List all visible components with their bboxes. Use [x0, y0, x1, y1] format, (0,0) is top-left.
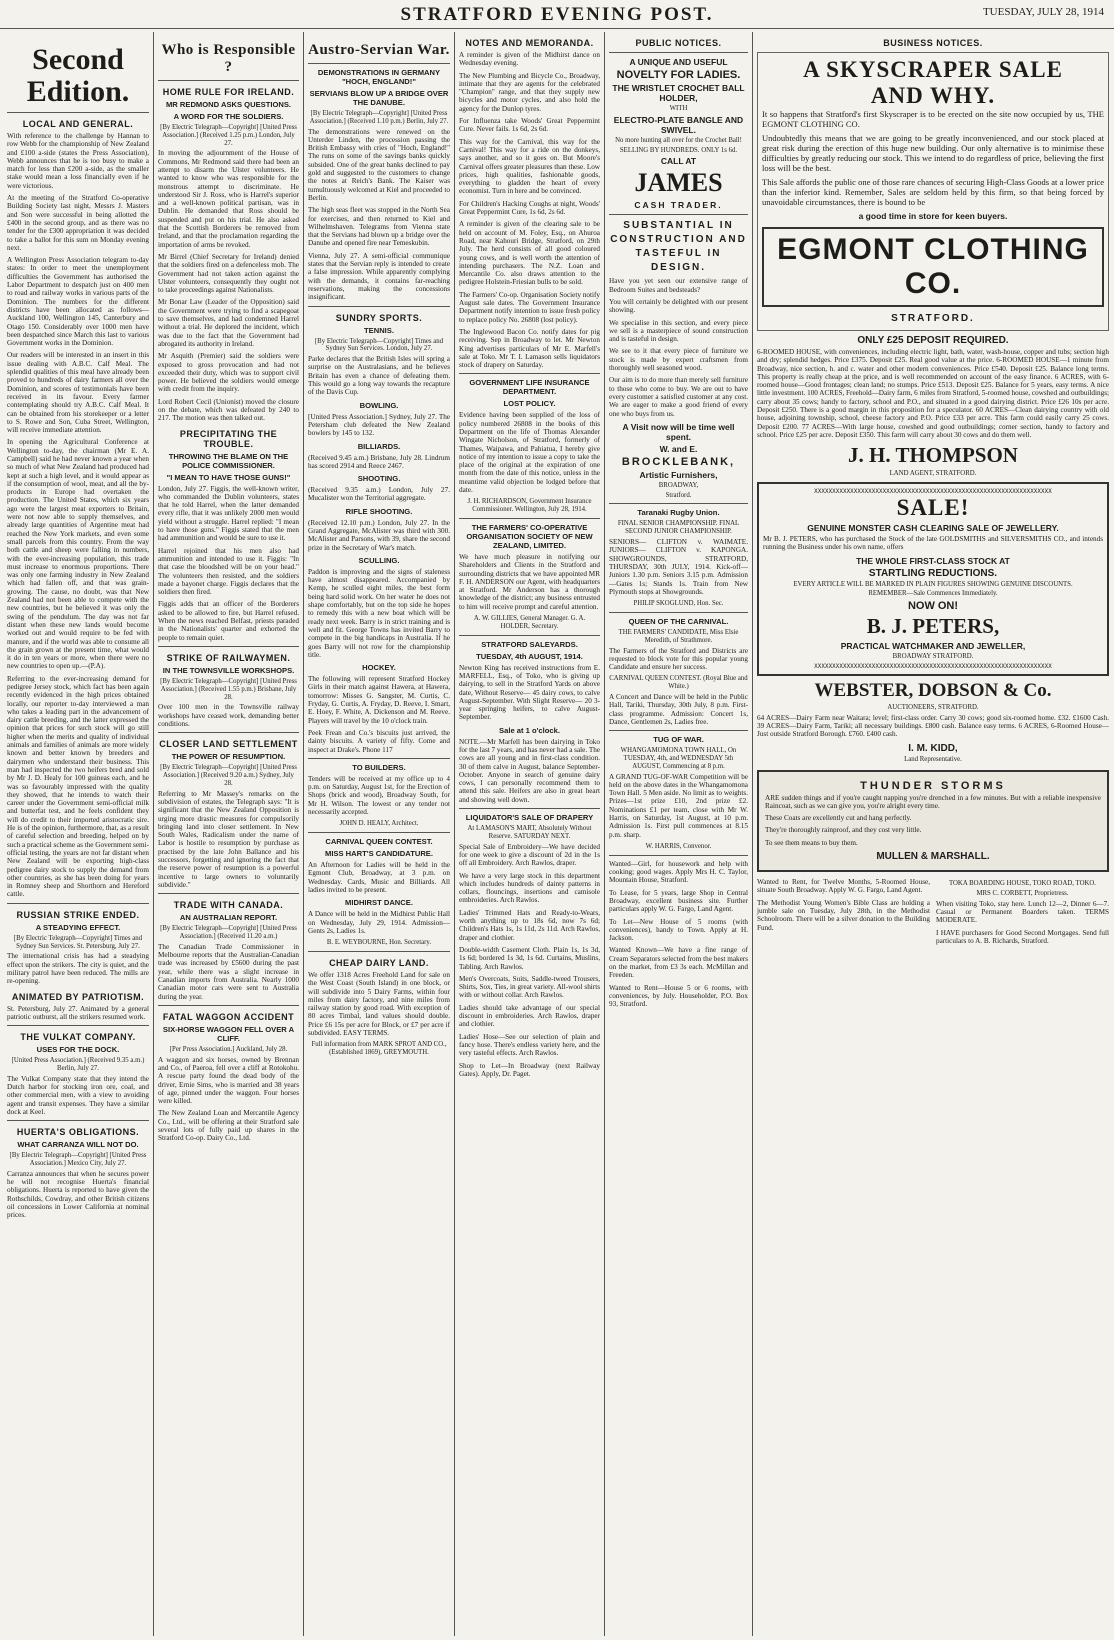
sport-heading: SHOOTING. — [357, 474, 401, 484]
article-heading: HOME RULE FOR IRELAND. — [162, 87, 295, 97]
notice-paragraph: Special Sale of Embroidery—We have decided for one week to give a discount of 2d in the 1s off all Embroidery. Arch Rawlos, draper. — [459, 842, 600, 868]
article-paragraph: In moving the adjournment of the House of Commons, Mr Redmond said there had been an attempt to disarm the Ulster volunteers. He wanted to know who was responsible for the monstrous attempt to discriminate. He understood Sir J. Ross, who is Harrel's superior and a well-known political partisan, was in Dublin. He demanded that Ross should be suspended and put on his trial. He also asked that the Scottish Borderers be removed from Ireland, and that the proclamation regarding the importation of arms be revoked. — [158, 149, 299, 249]
article-paragraph: (Received 12.10 p.m.) London, July 27. In the Grand Aggregate, McAlister was third with 300. McAlister and Parsons, with 39, share the second prize in the Secretary of War's match. — [308, 518, 450, 552]
wire-credit: [By Electric Telegraph—Copyright] Times and Sydney Sun Services. London, July 27. — [314, 337, 444, 353]
notice-paragraph: An Afternoon for Ladies will be held in the Egmont Club, Broadway, at 3 p.m. on Wednesday. Cards, Music and Billiards. All ladies invited to be present. — [308, 861, 450, 894]
divider — [609, 730, 748, 731]
bottom-classifieds — [757, 878, 1109, 949]
article-paragraph: (Received 9.45 a.m.) Brisbane, July 28. Lindrum has scored 2914 and Reece 2467. — [308, 453, 450, 470]
ad-paragraph: It so happens that Stratford's first Skyscraper is to be erected on the site now occupied by us, THE EGMONT CLOTHING CO. — [762, 109, 1104, 129]
ad-paragraph: Mr B. J. PETERS, who has purchased the Stock of the late GOLDSMITHS and SILVERSMITHS CO., and intends running the Business under his own name, offers — [763, 535, 1103, 552]
article-heading: Austro-Servian War. — [308, 42, 450, 58]
classified-ad: Wanted to Rent—House 5 or 6 rooms, with conveniences, by July. Householder, P.O. Box 93, Stratford. — [609, 983, 748, 1009]
article-paragraph: St. Petersburg, July 27. Animated by a general patriotic outburst, all the strikers resumed work. — [7, 1004, 149, 1021]
column-rule — [752, 32, 753, 1636]
article-paragraph: Figgis adds that an officer of the Borderers asked to be allowed to fire, but Harrel refused. When the news reached Belfast, priests paraded in the Nationalists' quarter and exhorted the people to remain quiet. — [158, 600, 299, 642]
note-paragraph: The New Plumbing and Bicycle Co., Broadway, intimate that they are agents for the celebrated "Champion" range, and that they supply new bicycles and motor cycles, and also hold the agency for the Dunlop tyres. — [459, 71, 600, 113]
ad-line: THE WRISTLET CROCHET BALL HOLDER, — [612, 83, 745, 103]
raincoat-ad — [757, 770, 1109, 872]
ad-heading: SUBSTANTIAL IN CONSTRUCTION AND TASTEFUL IN DESIGN. — [610, 220, 747, 274]
notice-heading: CARNIVAL QUEEN CONTEST. — [325, 837, 433, 847]
notice-heading: GOVERNMENT LIFE INSURANCE DEPARTMENT. — [469, 378, 590, 397]
ad-line: EVERY ARTICLE WILL BE MARKED IN PLAIN FIGURES SHOWING GENUINE DISCOUNTS. — [793, 580, 1073, 588]
ad-line: STARTLING REDUCTIONS. — [868, 567, 998, 579]
divider — [459, 518, 600, 519]
ad-line: STRATFORD. — [891, 313, 975, 324]
classified-heading: TOKA BOARDING HOUSE, TOKO ROAD, TOKO. — [948, 880, 1097, 888]
note-paragraph: A reminder is given of the Midhirst dance on Wednesday evening. — [459, 51, 600, 68]
issue-date: TUESDAY, JULY 28, 1914 — [982, 6, 1104, 18]
note-paragraph: For Influenza take Woods' Great Peppermint Cure. Never fails. 1s 6d, 2s 6d. — [459, 117, 600, 134]
article-paragraph: Our readers will be interested in an insert in this issue dealing with A.B.C. Calf Meal. The splendid qualities of this meal have already been proved to hundreds of dairy farmers all over the Dominion, and scores of testimonials have been received in its favour. Every farmer contemplating should try A.B.C. Calf Meal. It can be obtained from his storekeeper or a letter to S. Rowe and Son, Cuba Street, Wellington, will receive immediate attention. — [7, 351, 149, 435]
ad-paragraph: Our aim is to do more than merely sell furniture to those who come to buy. We are out to have every customer a satisfied customer at any cost. We are eager to make a good friend of every one who buys from us. — [609, 376, 748, 418]
notice-signature: W. HARRIS, Convenor. — [645, 842, 712, 850]
divider — [308, 832, 450, 833]
notice-paragraph: The Farmers of the Stratford and Districts are requested to block vote for this popular young Candidate and ensure her success. — [609, 646, 748, 672]
section-heading: LOCAL AND GENERAL. — [22, 119, 134, 129]
sport-heading: BOWLING. — [359, 400, 399, 410]
advertiser-name: B. J. PETERS, — [866, 614, 1000, 639]
column-rule — [454, 32, 455, 1636]
notice-signature: PHILIP SKOGLUND, Hon. Sec. — [633, 600, 724, 608]
notice-subheading: Sale at 1 o'clock. — [499, 725, 560, 735]
section-heading: SUNDRY SPORTS. — [335, 312, 423, 323]
ad-line: ELECTRO-PLATE BANGLE AND SWIVEL. — [613, 114, 744, 135]
notice-heading: TO BUILDERS. — [352, 762, 406, 772]
wire-credit: [By Electric Telegraph—Copyright] [United Press Association.] (Received 1.10 p.m.) Berlin, July 27. — [309, 110, 449, 125]
article-paragraph: The demonstrations were renewed on the Unterder Linden, the procession passing the British Embassy with cries of "Hoch, England!" The runs on some of the savings banks quickly subsided. One of the great banks declined to pay gold and suggested to the customers to change the notes at Reich's Bank. The Kaiser was tumultuously welcomed at Kiel and proceeded to Berlin. — [308, 127, 450, 202]
ad-line: CASH TRADER. — [634, 200, 723, 211]
notice-heading: QUEEN OF THE CARNIVAL. — [628, 616, 729, 626]
note-paragraph: For Children's Hacking Coughs at night, Woods' Great Peppermint Cure, 1s 6d, 2s 6d. — [459, 199, 600, 217]
ad-line: GENUINE MONSTER CASH CLEARING SALE OF JEWELLERY. — [807, 523, 1059, 534]
classified-left — [757, 878, 930, 949]
classified-ad: I HAVE purchasers for Good Second Mortgages. Send full particulars to A. B. Richards, Stratford. — [936, 928, 1109, 945]
ad-heading: A SKYSCRAPER SALE — [803, 57, 1063, 82]
divider — [308, 306, 450, 307]
wire-credit: [By Electric Telegraph—Copyright] [United Press Association.] (Received 11.20 a.m.) — [160, 925, 297, 940]
notice-subheading: THE FARMERS' CANDIDATE, Miss Elsie Meredith, of Strathmore. — [618, 628, 739, 644]
classified-ad: Wanted to Rent, for Twelve Months, 5-Roomed House, situate South Broadway. Apply W. G. Fargo, Land Agent. — [757, 878, 930, 895]
divider — [609, 612, 748, 613]
ad-line: SELLING BY HUNDREDS. ONLY 1s 6d. — [619, 146, 738, 154]
article-heading: CLOSER LAND SETTLEMENT — [159, 739, 298, 750]
ad-paragraph: Undoubtedly this means that we are going to be greatly inconvenienced, and our stock placed at great risk during the erection of this huge new building. Our only alternative is to minimise these difficulties by greatly reducing our stock. This we intend to do regardless of price, believing the first loss will be the best. — [762, 133, 1104, 173]
advertiser-name: I. M. KIDD, — [908, 742, 958, 754]
jewellery-sale-ad — [757, 482, 1109, 676]
notice-paragraph: We have a very large stock in this department which includes hundreds of dainty patterns in collars, flouncings, insertions and camisole embroideries. Arch Rawlos. — [459, 871, 600, 905]
notice-paragraph: SENIORS— CLIFTON v. WAIMATE. JUNIORS— CLIFTON v. KAPONGA. SHOWGROUNDS, STRATFORD, THURSDAY, 30th JULY, 1914. Kick-off—Juniors 1.30 p.m. Seniors 3.15 p.m. Admission—Gates 1s; Stands 1s. Train from New Plymouth stops at Showgrounds. — [609, 538, 748, 596]
article-paragraph: [United Press Association.] Sydney, July 27. The Petersham club defeated the New Zealand bowlers by 145 to 132. — [308, 412, 450, 438]
wire-credit: [Per Press Association.] Auckland, July 28. — [169, 1045, 288, 1053]
ad-line: No more hunting all over for the Crochet Ball! — [615, 136, 742, 144]
ad-heading: AND WHY. — [870, 83, 996, 108]
wire-credit: [By Electric Telegraph—Copyright] Times and Sydney Sun Services. St. Petersburg, July 27. — [13, 934, 143, 950]
notice-heading: TUG OF WAR. — [653, 735, 704, 745]
notice-signature: Full information from MARK SPROT AND CO., (Established 1869), GREYMOUTH. — [311, 1041, 447, 1057]
ad-line: BROADWAY, — [658, 481, 699, 489]
ad-paragraph: Have you yet seen our extensive range of Bedroom Suites and bedsteads? — [609, 277, 748, 294]
divider — [7, 1025, 149, 1026]
article-paragraph: The New Zealand Loan and Mercantile Agency Co., Ltd., will be offering at their Stratford sale several lots of fully paid up shares in the Stratford Co-op. Dairy Co., Ltd. — [158, 1109, 299, 1143]
divider — [609, 855, 748, 856]
notice-subheading: At LAMASON'S MART, Absolutely Without Reserve. SATURDAY NEXT. — [467, 825, 592, 840]
ad-heading: SALE! — [896, 495, 970, 521]
section-heading: BUSINESS NOTICES. — [883, 38, 983, 48]
column-public-notices — [606, 32, 751, 1636]
ad-line: LAND AGENT, STRATFORD. — [889, 470, 977, 478]
ad-paragraph: These Coats are excellently cut and hang perfectly. — [765, 814, 912, 823]
article-paragraph: The Canadian Trade Commissioner in Melbourne reports that the Australian-Canadian trade was increased by £5600 during the past year, while there was a slight increase in Canadian imports from Australia. Nearly 1000 Canadian motor cars were sent to Australia during the year. — [158, 942, 299, 1001]
divider — [158, 80, 299, 81]
article-paragraph: Over 100 men in the Townsville railway workshops have ceased work, demanding better conditions. — [158, 703, 299, 728]
notice-heading: THE FARMERS' CO-OPERATIVE ORGANISATION SOCIETY OF NEW ZEALAND, LIMITED. — [466, 522, 593, 550]
ad-paragraph: You will certainly be delighted with our present showing. — [609, 297, 748, 315]
divider — [158, 646, 299, 647]
divider — [609, 503, 748, 504]
notice-paragraph: Tenders will be received at my office up to 4 p.m. on Saturday, August 1st, for the Erection of Shops (brick and wood), Broadway South, for Mr H. Wilson. The lowest or any tender not necessarily accepted. — [308, 774, 450, 816]
notice-paragraph: Ladies should take advantage of our special discount in embroideries. Arch Rawlos, draper and clothier. — [459, 1003, 600, 1029]
sport-heading: RIFLE SHOOTING. — [345, 506, 413, 516]
note-paragraph: The Inglewood Bacon Co. notify dates for pig receiving. Sep in Broadway to let. Mr Newton King advertises particulars of Mr E. Marfell's sale at Toko. Mr T. I. Lamason sells liquidators stock of drapery on Saturday. — [459, 327, 600, 370]
divider — [459, 635, 600, 636]
article-paragraph: A waggon and six horses, owned by Brennan and Co., of Paeroa, fell over a cliff at Rotokohu. A rescue party found the dead body of the driver, Ernie Sims, who is married and 38 years of age, pinned under the waggon. Four horses were killed. — [158, 1055, 299, 1106]
ad-paragraph: We see to it that every piece of furniture we stock is made by expert craftsmen from thoroughly well seasoned wood. — [609, 347, 748, 373]
ad-paragraph: This Sale affords the public one of those rare chances of securing High-Class Goods at a lower price than the inferior kind. Remember, Sales are seldom held by this firm, so that being forced by unavoidable circumstances, there is bound to be — [762, 177, 1104, 207]
ad-line: PRACTICAL WATCHMAKER AND JEWELLER, — [840, 641, 1026, 652]
divider — [609, 52, 748, 53]
ad-line: WITH — [669, 105, 688, 112]
article-paragraph: Mr Asquith (Premier) said the soldiers were exposed to gross provocation and had not exceeded their duty, which was to support civil power. He believed the soldiers would emerge with credit from the inquiry. — [158, 352, 299, 394]
article-subheading: THROWING THE BLAME ON THE POLICE COMMISSIONER. — [168, 451, 289, 470]
article-heading: ANIMATED BY PATRIOTISM. — [11, 991, 145, 1002]
ad-line: REMEMBER—Sale Commences Immediately. — [868, 590, 998, 598]
notice-heading: CARNIVAL QUEEN CONTEST. (Royal Blue and White.) — [609, 675, 748, 691]
notice-heading: LIQUIDATOR'S SALE OF DRAPERY — [465, 813, 594, 823]
column-rule — [303, 32, 304, 1636]
ad-line: W. and E. — [659, 443, 698, 454]
article-heading: STRIKE OF RAILWAYMEN. — [166, 652, 291, 663]
article-paragraph: (Received 9.35 a.m.) London, July 27. Mucalister won the Territorial aggregate. — [308, 486, 450, 503]
ad-paragraph: 64 ACRES—Dairy Farm near Waitara; level; first-class order. Carry 30 cows; good six-roomed home. £32. £1600 Cash. 39 ACRES—Dairy Farm, Tariki; all necessary buildings. £800 cash. Balance easy terms. 6 ACRES, 6-Roomed House—Just outside Stratford Borough. £760. £400 cash. — [757, 713, 1109, 739]
notice-paragraph: Shop to Let—In Broadway (next Railway Gates). Apply, Dr. Paget. — [459, 1061, 600, 1078]
divider — [308, 758, 450, 759]
notice-heading: STRATFORD SALEYARDS. — [481, 639, 578, 649]
notice-paragraph: Ladies' Trimmed Hats and Ready-to-Wears, worth anything up to 18s 6d, now 7s 6d; Children's Hats 1s, 1s 11d, 2s 11d. Arch Rawlos, draper and clothier. — [459, 908, 600, 942]
ad-line: A Visit now will be time well spent. — [622, 421, 735, 442]
notice-paragraph: Ladies' Hose—See our selection of plain and fancy hose. There's endless variety here, and the very tasteful effects. Arch Rawlos. — [459, 1032, 600, 1058]
article-subheading: A STEADYING EFFECT. — [35, 922, 121, 932]
article-paragraph: The following will represent Stratford Hockey Girls in their match against Hawera, at Hawera, tomorrow: Misses G. Sangster, M. Curtis, C. Fryday, G. Curtis, A. Fryday, D. Reeve, I. Smart, E. Hoey, F. White, A. Dickenson and M. Reeve. Players will travel by the 10 o'clock train. — [308, 675, 450, 725]
border-decoration: XXXXXXXXXXXXXXXXXXXXXXXXXXXXXXXXXXXXXXXXXXXXXXXXXXXXXXXXXXXXXXXXXX — [814, 663, 1052, 671]
notice-paragraph: We offer 1318 Acres Freehold Land for sale on the West Coast (South Island) in one block, or will subdivide into 5 Dairy Farms, within four miles from dairy factory, and nine miles from railway station by good road. With exception of 80 acres Timbal, land values should double. Price £6 15s per acre for Block, or £7 per acre if subdivided. EASY TERMS. — [308, 970, 450, 1038]
ad-line: a good time in store for keen buyers. — [858, 211, 1008, 221]
article-paragraph: Harrel rejoined that his men also had ammunition and intended to use it. Figgis: "In that case the bloodshed will be on your head." The volunteers then resisted, and the soldiers made a bayonet charge. Figgis declares that the soldiers then fired. — [158, 546, 299, 597]
article-heading: RUSSIAN STRIKE ENDED. — [16, 909, 140, 920]
notice-paragraph: A GRAND TUG-OF-WAR Competition will be held on the above dates in the Whangamomona Town Hall. 5 Men aside. No limit as to weights. Prizes—1st prize £10, 2nd prize £2. Nominations £1 per team, close with Mr W. Harris, on Saturday, 1st August, at 10 p.m. Admission 1s. First pull commences at 8.15 p.m. sharp. — [609, 772, 748, 839]
ad-line: Artistic Furnishers, — [639, 469, 718, 480]
notice-subheading: WHANGAMOMONA TOWN HALL, On TUESDAY, 4th, and WEDNESDAY 5th AUGUST, Commencing at 8 p.m. — [620, 747, 737, 770]
advertiser-name: EGMONT CLOTHING CO. — [777, 233, 1089, 300]
divider — [308, 951, 450, 952]
ad-line: NOVELTY FOR LADIES. — [616, 69, 741, 81]
note-paragraph: A reminder is given of the clearing sale to be held on account of M. Foley, Esq., on Ahuroa Road, near Kahouri Bridge, Stratford, on 29th July. The herd consists of all good coloured young cows, and is well worth the attention of intending purchasers. The N.Z. Loan and Mercantile Co. also draws attention to the pedigree Holstein-Friesian bulls to be sold. — [459, 220, 600, 287]
notice-paragraph: Men's Overcoats, Suits, Saddle-tweed Trousers, Shirts, Sox, Ties, in great variety. All-wool shirts with or without collar. Arch Rawlos. — [459, 974, 600, 1000]
wire-credit: [By Electric Telegraph—Copyright] [United Press Association.] Mexico City, July 27. — [9, 1152, 147, 1167]
article-paragraph: Referring to Mr Massey's remarks on the subdivision of estates, the Telegraph says: "It is significant that the New Zealand Opposition is urging more drastic measures for compulsorily bringing land into closer settlement. In New South Wales, Radicalism under the name of Labor is hostile to resumption by purchase as practised by the late John Ballance and his successors, forgetting and ignoring the fact that the reserve power of resumption is a powerful incentive to large owners to voluntarily subdivide." — [158, 789, 299, 889]
article-subheading: SIX-HORSE WAGGON FELL OVER A CLIFF. — [162, 1024, 295, 1043]
notice-paragraph: NOTE.—Mr Marfell has been dairying in Toko for the last 7 years, and has never had a sale. The cows are all young and in first-class condition. 30 of them calve in August, balance September-October. Anyone in search of genuine dairy cows, I can personally recommend them to attend this sale. Heifers are also in great heart and showing well down. — [459, 737, 600, 804]
article-heading: HUERTA'S OBLIGATIONS. — [16, 1127, 140, 1138]
notice-paragraph: A Concert and Dance will be held in the Public Hall, Tariki, Thursday, 30th July, 8 p.m. First-class programme. Admission: Concert 1s, Dance, Gentlemen 2s, Ladies free. — [609, 692, 748, 726]
column-business-notices — [754, 32, 1112, 1636]
article-paragraph: Paddon is improving and the signs of staleness have almost disappeared. Accompanied by Kemp, he sculled eight miles, the best form being hard solid work. On her water he does not shape comfortably, but on the top side he hopes to remedy this with a new boat which will be ready next week. Barry is in strict training and is well and fit. George Towns has invited Barry to compete in the big handicaps in Australia. If he goes Barry will not row for the championship title. — [308, 567, 450, 659]
column-local-news — [4, 32, 152, 1636]
ad-heading: THUNDER STORMS — [860, 779, 1006, 792]
article-subheading: USES FOR THE DOCK. — [36, 1045, 120, 1055]
ad-line: AUCTIONEERS, STRATFORD. — [887, 704, 979, 712]
classified-ad: When visiting Toko, stay here. Lunch 12—2, Dinner 6—7. Casual or Permanent Boarders taken. TERMS MODERATE. — [936, 899, 1109, 925]
ad-heading: ONLY £25 DEPOSIT REQUIRED. — [857, 335, 1009, 346]
column-rule — [604, 32, 605, 1636]
article-paragraph: A Wellington Press Association telegram to-day states: In order to meet the unemployment difficulties the Government has authorised the Labor Department to despatch just on 400 men to road and railway works in various parts of the Dominion. The numbers for the different districts have been allocated as follows—Auckland 100, Wellington 145, Canterbury and Otago 150. Considerably over 1000 men have been despatched since March this last to various Government works in the Dominion. — [7, 256, 149, 348]
egmont-logo-box — [762, 227, 1104, 307]
notice-heading: MIDHIRST DANCE. — [345, 898, 413, 908]
article-subheading: A WORD FOR THE SOLDIERS. — [173, 112, 284, 121]
article-heading: PRECIPITATING THE TROUBLE. — [179, 428, 278, 449]
article-paragraph: Carranza announces that when he secures power he will not recognise Huerta's financial obligations. Huerta is reported to have given the Rothschilds, Cowdray, and other British citizens oil concessions in Lower California at nominal prices. — [7, 1169, 149, 1220]
classified-ad: The Methodist Young Women's Bible Class are holding a jumble sale on Tuesday, July 28th, in the Methodist Schoolroom. There will be a silver donation to the Building Fund. — [757, 898, 930, 932]
article-paragraph: Lord Robert Cecil (Unionist) moved the closure on the debate, which was defeated by 240 to 217. The motion was then talked out. — [158, 397, 299, 423]
ad-line: NOW ON! — [907, 600, 959, 613]
notice-paragraph: Double-width Casement Cloth. Plain 1s, 1s 3d, 1s 6d; bordered 1s 3d, 1s 6d. Curtains, Muslins, Tabling. Arch Rawlos. — [459, 945, 600, 971]
notice-subheading: TUESDAY, 4th AUGUST, 1914. — [476, 651, 583, 661]
article-paragraph: The Vulkat Company state that they intend the Dutch harbor for stocking iron ore, coal, and other commercial men, with a view to avoiding agent and transit expenses. They have a similar dock at Keel. — [7, 1074, 149, 1116]
divider — [7, 1120, 149, 1121]
article-paragraph: Referring to the ever-increasing demand for pedigree Jersey stock, which fact has been again recently evidenced in the high prices obtained locally, our reporter to-day interviewed a man who takes a leading part in the advancement of dairy cattle breeding, and the latter expressed the opinion that prices for such stock will go still higher when the merits and quality of individual animals and families of animals are more widely known and better known by breeders and dairymen who understand their business. This man had inspected the two heifers bred and sold by Mr J. D. Healy for 100 guineas each, and he was so favourably impressed with the quality they showed, that he intends to watch their career under the Government semi-official milk and butterfat test, and he feels confident they will do credit to their imported aristocratic sire. He is of the opinion, furthermore, that, as a result of careful selection and breeding, helped on by such a practical scheme as the Government semi-official testing, the years are not far distant when New Zealand will be exporting high-class pedigree dairy stock to supply the demand from other countries, as she has been doing for years in Romney sheep and Shorthorn and Hereford cattle. — [7, 674, 149, 899]
ad-paragraph: 6-ROOMED HOUSE, with conveniences, including electric light, bath, water, wash-house, copper and tubs; section high and dry; splendid hedges. Price £375. Deposit £25. Real good value at the price. 6-ROOMED HOUSE—1 minute from Broadway, nice section, h. and c. water and other modern conveniences. Price £540. Deposit £25. Balance long terms. This property is really cheap at the price, and is well recommended on account of the easy finance. 6 ACRES, with 6-roomed house—Good frontages; clean land; no stumps. Price £513. Deposit £25. Balance for 5 years, easy terms. A nice little investment. 100 ACRES, Freehold—Dairy farm, 6 miles from Stratford, 5-roomed house, cowshed and outbuildings; carry about 35 cows; handy to factory, school and P.O., and situated in a good dairying district. Price £26 10s per acre. Deposit £250. There is a good margin in this proposition for a speculator. 60 ACRES—Clean dairying country with old house, adjoining township, school, cheese factory and P.O. Price £33 per acre. This farm could easily carry 25 cows. Deposit £200. 77 ACRES—With large house, cowshed and good outbuildings; corner section, handy to factory and school. Price £25 per acre. Deposit £350. This farm will carry about 30 cows and do them well. — [757, 348, 1109, 439]
sport-heading: SCULLING. — [358, 555, 400, 565]
ad-line: Stratford. — [665, 491, 692, 499]
article-subheading: WHAT CARRANZA WILL NOT DO. — [17, 1140, 139, 1150]
border-decoration: XXXXXXXXXXXXXXXXXXXXXXXXXXXXXXXXXXXXXXXXXXXXXXXXXXXXXXXXXXXXXXXXXX — [814, 488, 1052, 496]
wire-credit: [By Electric Telegraph—Copyright] [United Press Association.] (Received 1.55 p.m.) Brisbane, July 28. — [160, 677, 297, 701]
advertiser-name: MULLEN & MARSHALL. — [876, 851, 990, 863]
article-subheading: THE POWER OF RESUMPTION. — [171, 752, 286, 762]
classified-ad: To Lease, for 5 years, large Shop in Central Broadway, excellent business site. Further particulars apply W. G. Fargo, Land Agent. — [609, 888, 748, 914]
newspaper-title: STRATFORD EVENING POST. — [400, 4, 714, 25]
sport-heading: HOCKEY. — [362, 663, 396, 673]
article-heading: FATAL WAGGON ACCIDENT — [162, 1011, 295, 1022]
notice-signature: JOHN D. HEALY, Architect. — [339, 820, 419, 828]
article-heading: THE VULKAT COMPANY. — [20, 1032, 136, 1043]
article-paragraph: Vienna, July 27. A semi-official communique states that the Servian reply is intended to create a false impression. While apparently complying with the demands, it contains far-reaching reservations, making the concessions insignificant. — [308, 251, 450, 302]
notice-paragraph: Newton King has received instructions from E. MARFELL, Esq., of Toko, who is giving up dairying, to sell in the Stratford Yards on above date, Without Reserve— 45 dairy cows, to calve August-September. With Slight Reserve— 20 3-year springing heifers, to calve August-September. — [459, 663, 600, 722]
article-subheading: SERVIANS BLOW UP A BRIDGE OVER THE DANUBE. — [309, 89, 449, 107]
advertiser-name: JAMES — [634, 168, 723, 198]
article-subheading: MR REDMOND ASKS QUESTIONS. — [165, 100, 292, 109]
article-subheading: AN AUSTRALIAN REPORT. — [179, 913, 278, 923]
notice-subheading: FINAL SENIOR CHAMPIONSHIP. FINAL SECOND JUNIOR CHAMPIONSHIP. — [617, 520, 740, 536]
classified-ad: To Let—New House of 5 rooms (with conveniences), handy to Town. Apply at H. Jackson. — [609, 917, 748, 943]
section-heading: PUBLIC NOTICES. — [635, 38, 722, 48]
article-subheading: IN THE TOWNSVILLE WORKSHOPS. — [162, 665, 295, 675]
ad-line: CALL AT — [660, 156, 697, 167]
advertiser-name: BROCKLEBANK, — [621, 455, 736, 468]
divider — [308, 63, 450, 64]
column-ireland — [155, 32, 302, 1636]
article-heading: Who is Responsible ? — [161, 42, 296, 75]
sport-heading: BILLIARDS. — [357, 441, 401, 451]
classified-right — [936, 878, 1109, 949]
divider — [7, 112, 149, 113]
wire-credit: [United Press Association.] (Received 9.35 a.m.) Berlin, July 27. — [11, 1057, 145, 1072]
article-paragraph: Peek Frean and Co.'s biscuits just arrived, the dainty biscuits. A variety of fifty. Come and inspect at Drake's. Phone 117 — [308, 728, 450, 754]
column-war — [305, 32, 453, 1636]
skyscraper-sale-ad — [757, 52, 1109, 331]
sport-heading: TENNIS. — [364, 325, 394, 335]
notice-signature: J. H. RICHARDSON, Government Insurance Commissioner. Wellington, July 28, 1914. — [467, 498, 592, 514]
ad-paragraph: ARE sudden things and if you're caught napping you're drenched in a few minutes. But with a reliable inexpensive Raincoat, such as we can give you, you're alright every time. — [765, 793, 1101, 810]
ad-line: THE WHOLE FIRST-CLASS STOCK AT — [856, 555, 1010, 566]
ad-paragraph: We specialise in this section, and every piece we sell is a masterpiece of sound construction and is tasteful in design. — [609, 318, 748, 344]
article-paragraph: The international crisis has had a steadying effect upon the strikers. The city is quiet, and the military patrol have been reduced. The mills are re-opening. — [7, 952, 149, 986]
notice-heading: Taranaki Rugby Union. — [637, 508, 720, 518]
wire-credit: [By Electric Telegraph—Copyright] [United Press Association.] (Received 1.25 p.m.) London, July 27. — [160, 124, 297, 147]
article-subheading: "I MEAN TO HAVE THOSE GUNS!" — [166, 472, 291, 482]
article-subheading: DEMONSTRATIONS IN GERMANY "HOCH, ENGLAND!" — [317, 68, 441, 86]
article-paragraph: At the meeting of the Stratford Co-operative Building Society last night, Messrs J. Masters and Son were successful in being allotted the £400 in the second group, and as there was no tender for the £300 appropriation it was decided to take a ballot for this sum on Monday evening next. — [7, 194, 149, 252]
advertiser-name: J. H. THOMPSON — [848, 443, 1018, 468]
divider — [158, 732, 299, 733]
column-notes — [456, 32, 603, 1636]
classified-subheading: MRS C. CORBETT, Proprietress. — [976, 889, 1069, 897]
note-paragraph: This way for the Carnival, this way for the Carnival! This way for a ride on the donkeys, says another, and so it goes on. But Moore's Carnival offers greater pleasures than these. Low prices, high qualities, fashionable goods, everything to gladden the heart of every economist. Turn in here and be convinced. — [459, 137, 600, 196]
article-paragraph: Mr Birrel (Chief Secretary for Ireland) denied that the soldiers fired on a defenceless mob. The Government had not taken action against the Ulster volunteers, consequently they ought not to take proceedings against Nationalists. — [158, 252, 299, 295]
article-heading: TRADE WITH CANADA. — [173, 900, 284, 911]
notice-paragraph: We have much pleasure in notifying our Shareholders and Clients in the Stratford and surrounding districts that we have appointed MR F. H. ANDERSON our Agent, with headquarters at Stratford. Mr Anderson has a thorough knowledge of the district; any business entrusted to him will receive prompt and careful attention. — [459, 552, 600, 611]
ad-line: A UNIQUE AND USEFUL — [629, 57, 728, 67]
ad-paragraph: To see them means to buy them. — [765, 838, 858, 847]
notice-subheading: MISS HART'S CANDIDATURE. — [325, 849, 433, 859]
divider — [7, 903, 149, 904]
classified-ad: Wanted—Girl, for housework and help with cooking; good wages. Apply Mrs H. C. Taylor, Mountain House, Stratford. — [609, 859, 748, 885]
notice-signature: B. E. WEYBOURNE, Hon. Secretary. — [326, 939, 432, 947]
column-rule — [153, 32, 154, 1636]
notice-signature: A. W. GILLIES, General Manager. G. A. HOLDER, Secretary. — [473, 615, 586, 630]
article-paragraph: London, July 27. Figgis, the well-known writer, who commanded the Dublin volunteers, states that he told Harrel, when the latter demanded every rifle, that it was unlikely 2000 men would yield without a struggle. Harrel replied: "I mean to have those guns." Figgis stated that the men had ammunition and would be sure to use it. — [158, 484, 299, 543]
divider — [609, 214, 748, 215]
notice-paragraph: Evidence having been supplied of the loss of policy numbered 26808 in the books of this Department on the life of Thomas Alexander Wingate Nicholson, of Stratford, formerly of Thames, Waipawa, and Pahiatua, I hereby give notice of my intention to issue a copy to take the place of the original at the expiration of one month from the date of this notice, unless in the meantime valid objection be lodged before that date. — [459, 411, 600, 495]
article-paragraph: Mr Bonar Law (Leader of the Opposition) said the Government were trying to find a scapegoat to save themselves, and had condemned Harrel without a trial. He deplored the incident, which was due to the fact that the Government had abrogated its authority in Ireland. — [158, 298, 299, 348]
divider — [158, 893, 299, 894]
article-paragraph: In opening the Agricultural Conference at Wellington to-day, the chairman (Mr E. A. Campbell) said he had never known a year when so much of what New Zealand had produced had kept at such a high level, and it would appear as if the consumption of wool, meat, and all the by-products in Europe had overtaken the production. The United States, which six years ago were the largest meat exporters to Britain, were not now able to supply themselves, and already large quantities of Argentine meat had reached the New York markets, and even some small parcels from this country. From the way both cattle and sheep were falling in numbers, with the ever-increasing population, this trade must increase to enormous proportions. There was only one farming industry in New Zealand which had fallen off, and that was grain-growing. The cause, no doubt, was that New Zealand had not been able to compete with the new countries, but he believed it was only the swing of the pendulum. The day was not far distant when these new lands would become worked out and would require to be fed with manure, and if the world was able to consume all the grain grown at the present time, what would it do in ten years or more, when there were no new countries to open up.—(P.A). — [7, 438, 149, 671]
note-paragraph: The Farmers' Co-op. Organisation Society notify August sale dates. The Government Insurance Department notify intention to issue fresh policy to replace policy No. 26808 (lost policy). — [459, 290, 600, 324]
section-heading: NOTES AND MEMORANDA. — [465, 38, 594, 48]
advertiser-name: WEBSTER, DOBSON & Co. — [814, 680, 1052, 702]
article-paragraph: The high seas fleet was stopped in the North Sea for exercises, and then returned to Kiel and Wilhelmshaven. Telegrams from Vienna state that the Servians had blown up a bridge over the Danube and opened fire near Temeskubin. — [308, 206, 450, 248]
ad-paragraph: They're thoroughly rainproof, and they cost very little. — [765, 826, 922, 835]
divider — [459, 373, 600, 374]
notice-subheading: LOST POLICY. — [503, 399, 556, 409]
wire-credit: [By Electric Telegraph—Copyright] [United Press Association.] (Received 9.20 a.m.) Sydney, July 28. — [160, 764, 297, 787]
ad-line: Land Representative. — [904, 755, 962, 763]
ad-line: BROADWAY STRATFORD. — [892, 653, 974, 661]
divider — [158, 1005, 299, 1006]
article-paragraph: With reference to the challenge by Hannan to row Webb for the championship of New Zealand and £100 a-side (states the Press Association), Webb announces that he is too busy to make a match for less than £200 a-side, as the smaller stake would mean a loss financially even if he were victorious. — [7, 132, 149, 190]
masthead — [0, 0, 1114, 29]
notice-heading: CHEAP DAIRY LAND. — [329, 957, 429, 968]
divider — [459, 808, 600, 809]
classified-ad: Wanted Known—We have a fine range of Cream Separators selected from the best makers on the market, from £3 3s each. McMillan and Freeden. — [609, 946, 748, 980]
notice-paragraph: A Dance will be held in the Midhirst Public Hall on Wednesday, July 29, 1914. Admission—Gents 2s, Ladies 1s. — [308, 910, 450, 935]
article-paragraph: Parke declares that the British Isles will spring a surprise on the Australasians, and he believes Britain has even a chance of defeating them. This would go a long way towards the recapture of the Davis Cup. — [308, 355, 450, 397]
edition-heading: Second Edition. — [26, 43, 130, 108]
